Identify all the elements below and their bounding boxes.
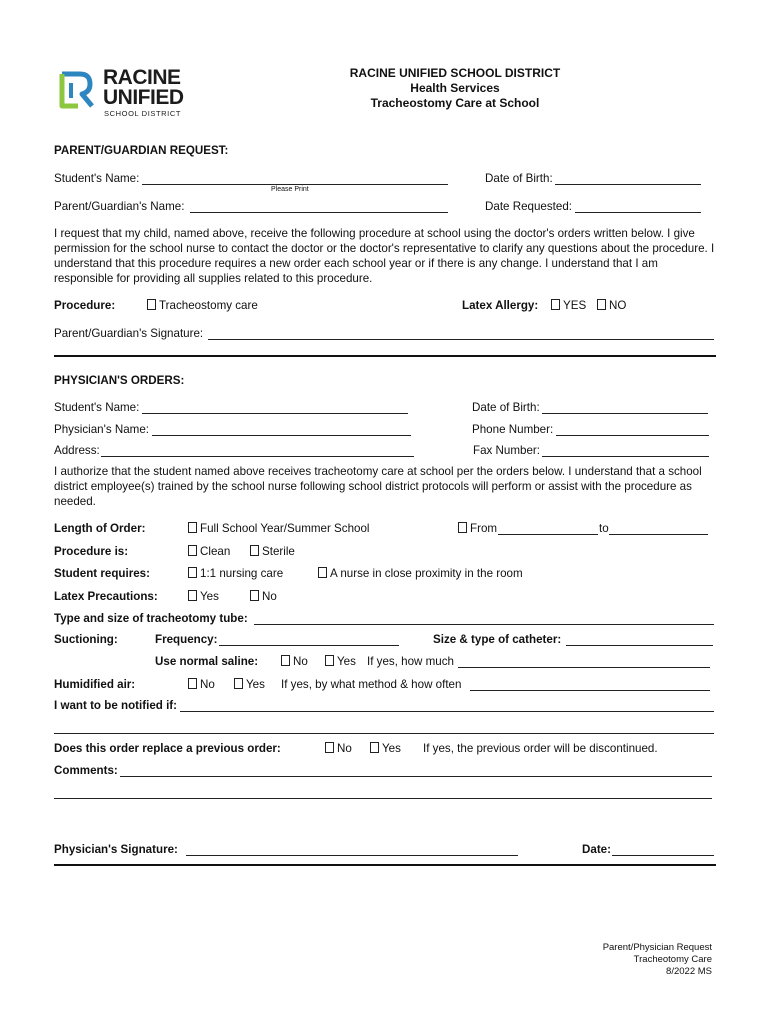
length-of-order-label: Length of Order:: [54, 522, 146, 535]
humidified-air-label: Humidified air:: [54, 678, 136, 691]
phys-dob-field[interactable]: [542, 413, 708, 414]
from-option[interactable]: [458, 522, 497, 535]
student-requires-label: Student requires:: [54, 567, 150, 580]
replace-yes-label: Yes: [382, 742, 401, 755]
from-label: From: [470, 522, 498, 535]
saline-yes-label: Yes: [337, 655, 356, 668]
nurse-proximity-label: A nurse in close proximity in the room: [330, 567, 523, 580]
latex-precautions-yes-option[interactable]: [188, 590, 219, 603]
parent-dob-field[interactable]: [555, 184, 701, 185]
full-year-label: Full School Year/Summer School: [200, 522, 370, 535]
guardian-name-field[interactable]: [190, 212, 448, 213]
notify-if-label: I want to be notified if:: [54, 699, 178, 712]
latex-allergy-yes-label: YES: [563, 299, 587, 312]
suctioning-label: Suctioning:: [54, 633, 118, 646]
replace-note: If yes, the previous order will be discontinued.: [423, 742, 658, 755]
address-field[interactable]: [101, 456, 414, 457]
comments-label: Comments:: [54, 764, 118, 777]
comments-field-line2[interactable]: [54, 798, 712, 799]
full-year-checkbox[interactable]: [188, 522, 197, 533]
nursing-care-checkbox[interactable]: [188, 567, 197, 578]
to-date-field[interactable]: [609, 534, 708, 535]
district-logo-mark: [58, 70, 98, 110]
parent-procedure-label: Procedure:: [54, 299, 116, 312]
logo-text-school-district: SCHOOL DISTRICT: [104, 109, 182, 118]
physician-signature-field[interactable]: [186, 855, 518, 856]
tube-type-field[interactable]: [254, 624, 714, 625]
latex-precautions-no-option[interactable]: [250, 590, 277, 603]
replace-no-label: No: [337, 742, 352, 755]
form-footer: [603, 942, 712, 978]
saline-yes-option[interactable]: [325, 655, 356, 668]
tube-type-label: Type and size of tracheotomy tube:: [54, 612, 248, 625]
humidified-yes-label: Yes: [246, 678, 265, 691]
saline-yes-checkbox[interactable]: [325, 655, 334, 666]
phys-student-name-label: Student's Name:: [54, 401, 140, 414]
form-title: Tracheostomy Care at School: [370, 96, 540, 110]
clean-label: Clean: [200, 545, 231, 558]
latex-precautions-yes-checkbox[interactable]: [188, 590, 197, 601]
physician-name-label: Physician's Name:: [54, 423, 149, 436]
latex-allergy-label: Latex Allergy:: [462, 299, 539, 312]
full-year-option[interactable]: [188, 522, 369, 535]
notify-if-field[interactable]: [180, 711, 714, 712]
footer-line1: Parent/Physician Request: [602, 942, 712, 953]
latex-allergy-no-option[interactable]: [597, 299, 626, 312]
phys-student-name-field[interactable]: [142, 413, 408, 414]
parent-consent-paragraph: I request that my child, named above, receive the following procedure at school using the doctor's orders written below. I give permission for the school nurse to contact the doctor or the doctor's representative to clarify any questions about the procedure. I understand that this procedure requires a new order each school year or if there is any change. I understand that I am responsible for providing all supplies related to this procedure.: [54, 227, 715, 285]
catheter-label: Size & type of catheter:: [433, 633, 562, 646]
physician-authorization-paragraph: I authorize that the student named above receives tracheotomy care at school per the orders below. I understand that a school district employee(s) trained by the school nurse following school district protocols will perform or assist with the procedure as needed.: [54, 465, 702, 508]
date-requested-label: Date Requested:: [485, 200, 573, 213]
latex-precautions-no-label: No: [262, 590, 277, 603]
phys-dob-label: Date of Birth:: [472, 401, 540, 414]
phone-number-label: Phone Number:: [472, 423, 554, 436]
parent-student-name-label: Student's Name:: [54, 172, 140, 185]
replace-order-label: Does this order replace a previous order:: [54, 742, 281, 755]
frequency-field[interactable]: [219, 645, 399, 646]
logo-text-racine: RACINE: [103, 66, 181, 89]
address-label: Address:: [54, 444, 100, 457]
humidified-method-field[interactable]: [470, 690, 710, 691]
replace-no-option[interactable]: [325, 742, 352, 755]
physician-date-label: Date:: [582, 843, 611, 856]
humidified-no-option[interactable]: [188, 678, 215, 691]
latex-precautions-no-checkbox[interactable]: [250, 590, 259, 601]
tracheostomy-care-option[interactable]: [147, 299, 258, 312]
sterile-checkbox[interactable]: [250, 545, 259, 556]
from-date-field[interactable]: [498, 534, 598, 535]
humidified-yes-option[interactable]: [234, 678, 265, 691]
comments-field[interactable]: [120, 776, 712, 777]
physician-name-field[interactable]: [152, 435, 411, 436]
physician-section-heading: PHYSICIAN'S ORDERS:: [54, 374, 185, 387]
saline-no-checkbox[interactable]: [281, 655, 290, 666]
sterile-option[interactable]: [250, 545, 295, 558]
guardian-signature-label: Parent/Guardian's Signature:: [54, 327, 204, 340]
parent-student-name-field[interactable]: [142, 184, 448, 185]
frequency-label: Frequency:: [155, 633, 218, 646]
humidified-no-checkbox[interactable]: [188, 678, 197, 689]
saline-no-option[interactable]: [281, 655, 308, 668]
section-divider: [54, 355, 716, 357]
logo-text-unified: UNIFIED: [103, 86, 184, 109]
to-label: to: [599, 522, 609, 535]
nurse-proximity-option[interactable]: [318, 567, 523, 580]
catheter-field[interactable]: [566, 645, 713, 646]
humidified-yes-checkbox[interactable]: [234, 678, 243, 689]
footer-line2: Tracheotomy Care: [633, 954, 712, 965]
replace-no-checkbox[interactable]: [325, 742, 334, 753]
footer-line3: 8/2022 MS: [666, 966, 712, 977]
district-name: RACINE UNIFIED SCHOOL DISTRICT: [349, 66, 561, 80]
latex-allergy-yes-option[interactable]: [551, 299, 586, 312]
saline-no-label: No: [293, 655, 308, 668]
fax-number-field[interactable]: [542, 456, 709, 457]
latex-allergy-no-label: NO: [609, 299, 627, 312]
saline-how-much-label: If yes, how much: [367, 655, 454, 668]
parent-dob-label: Date of Birth:: [485, 172, 553, 185]
latex-precautions-label: Latex Precautions:: [54, 590, 158, 603]
physician-date-field[interactable]: [612, 855, 714, 856]
sterile-label: Sterile: [262, 545, 295, 558]
humidified-no-label: No: [200, 678, 215, 691]
phone-number-field[interactable]: [556, 435, 709, 436]
nursing-care-label: 1:1 nursing care: [200, 567, 284, 580]
form-header: [300, 66, 610, 111]
clean-option[interactable]: [188, 545, 230, 558]
fax-number-label: Fax Number:: [473, 444, 541, 457]
bottom-divider: [54, 864, 716, 866]
replace-yes-option[interactable]: [370, 742, 401, 755]
saline-how-much-field[interactable]: [458, 667, 710, 668]
date-requested-field[interactable]: [575, 212, 701, 213]
guardian-signature-field[interactable]: [208, 339, 714, 340]
latex-allergy-no-checkbox[interactable]: [597, 299, 606, 310]
humidified-method-label: If yes, by what method & how often: [281, 678, 462, 691]
logo-blue-stroke: [62, 74, 92, 106]
guardian-name-label: Parent/Guardian's Name:: [54, 200, 185, 213]
normal-saline-label: Use normal saline:: [155, 655, 259, 668]
parent-section-heading: PARENT/GUARDIAN REQUEST:: [54, 144, 229, 157]
tracheostomy-care-checkbox[interactable]: [147, 299, 156, 310]
nursing-care-option[interactable]: [188, 567, 283, 580]
department-name: Health Services: [410, 81, 500, 95]
procedure-is-label: Procedure is:: [54, 545, 129, 558]
from-checkbox[interactable]: [458, 522, 467, 533]
physician-signature-label: Physician's Signature:: [54, 843, 178, 856]
tracheostomy-care-label: Tracheostomy care: [159, 299, 258, 312]
latex-precautions-yes-label: Yes: [200, 590, 219, 603]
replace-yes-checkbox[interactable]: [370, 742, 379, 753]
nurse-proximity-checkbox[interactable]: [318, 567, 327, 578]
notify-if-field-line2[interactable]: [54, 733, 714, 734]
latex-allergy-yes-checkbox[interactable]: [551, 299, 560, 310]
clean-checkbox[interactable]: [188, 545, 197, 556]
please-print-note: Please Print: [271, 186, 309, 193]
